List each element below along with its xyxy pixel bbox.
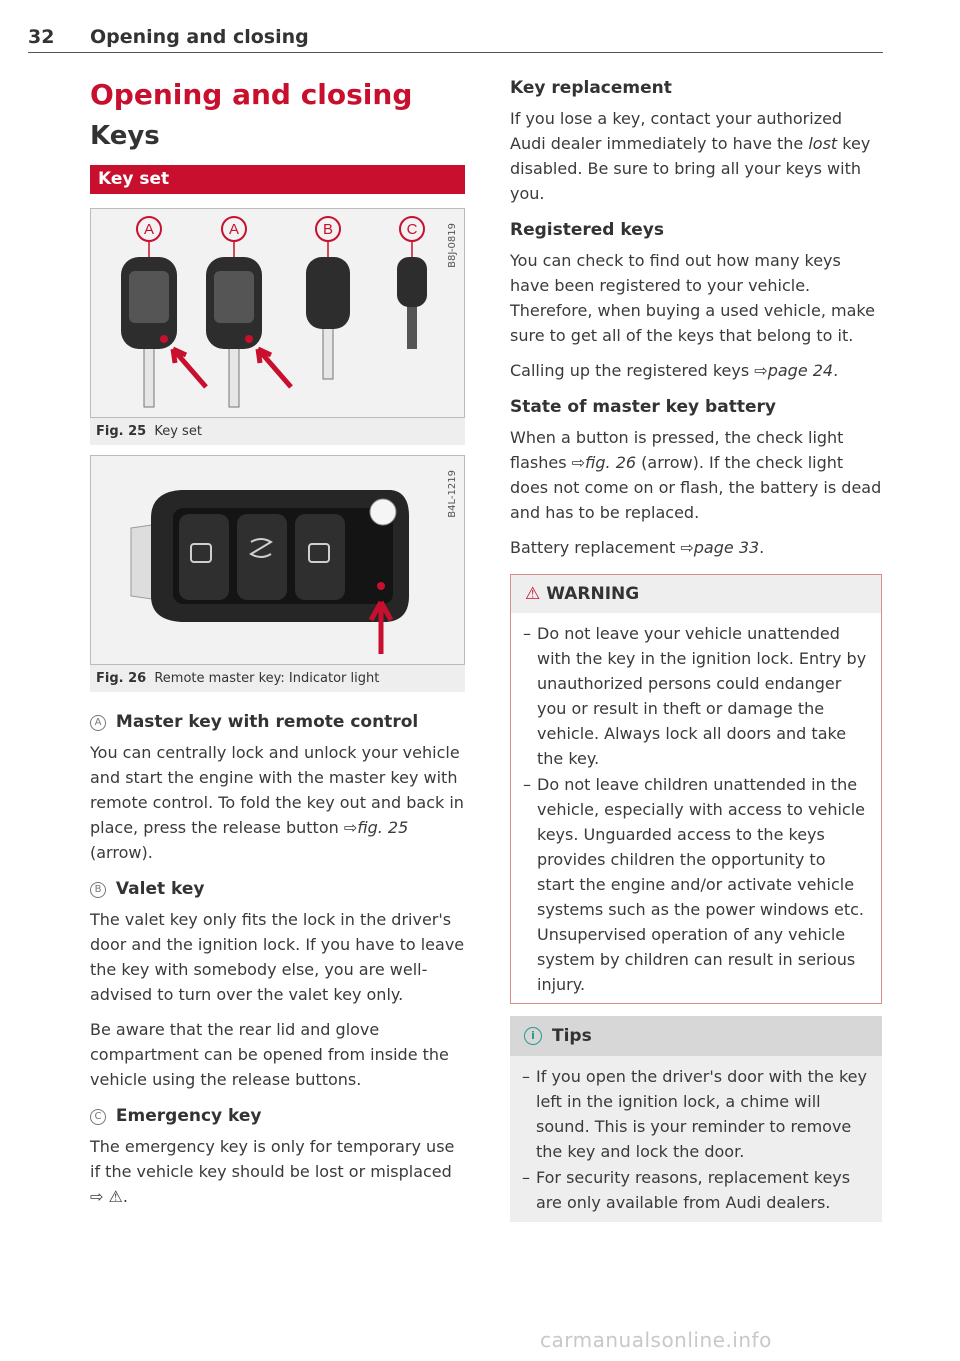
arrow-icon: ⇨ <box>754 361 768 380</box>
paragraph-battery-2 <box>510 535 882 560</box>
paragraph-registered-1: You can check to find out how many keys have been registered to your vehicle. Therefore, when buying a used vehicle, make sure to get all of the keys that belong to it. <box>510 251 875 345</box>
section-title: Keys <box>90 121 160 151</box>
warning-reference[interactable]: ⇨ ⚠. <box>90 1187 128 1206</box>
subsection-bar: Key set <box>90 165 465 194</box>
figure-number: Fig. 26 <box>96 671 147 686</box>
heading-text: Emergency key <box>115 1106 262 1126</box>
tips-box <box>510 1016 882 1222</box>
paragraph-text: (arrow). <box>90 843 153 862</box>
remote-key-illustration <box>91 456 451 664</box>
paragraph-text: Battery replacement <box>510 538 681 557</box>
arrow-icon: ⇨ <box>680 538 694 557</box>
paragraph-text: When a button is pressed, the check light flashes <box>510 428 844 472</box>
figure-remote-master-key <box>90 455 465 665</box>
arrow-icon: ⇨ <box>343 818 358 837</box>
page-header <box>28 24 883 53</box>
paragraph-text: key disabled. Be sure to bring all your keys with you. <box>510 134 871 203</box>
heading-text: Valet key <box>115 879 205 899</box>
tips-title: Tips <box>552 1026 592 1046</box>
warning-item: – Do not leave children unattended in the vehicle, especially with access to vehicle keys. Unguarded access to the keys provides children the opportunity to start the engine and/or activate vehicle systems such as the power windows etc. Unsupervised operation of any vehicle system by children can result in serious injury. <box>537 772 867 997</box>
paragraph-battery-1 <box>510 425 882 525</box>
paragraph-text: . <box>833 361 839 380</box>
info-icon: i <box>524 1027 542 1045</box>
warning-icon: ⚠ <box>525 584 541 604</box>
paragraph-text: (arrow). If the check light does not come on or flash, the battery is dead and has to be replaced. <box>510 453 882 522</box>
circle-letter-b: B <box>90 882 106 898</box>
figure-caption-text: Key set <box>154 424 202 439</box>
right-column <box>510 70 882 1222</box>
figure-number: Fig. 25 <box>96 424 147 439</box>
warning-title: WARNING <box>546 584 640 604</box>
figure-link[interactable]: fig. 25 <box>357 818 409 837</box>
tips-item: – If you open the driver's door with the key left in the ignition lock, a chime will sound. This is your reminder to remove the key and lock the door. <box>536 1064 868 1164</box>
paragraph-valet-1: The valet key only fits the lock in the driver's door and the ignition lock. If you have to leave the key with somebody else, you are well-advised to turn over the valet key only. <box>90 910 465 1004</box>
paragraph-text: The emergency key is only for temporary use if the vehicle key should be lost or misplaced <box>90 1137 455 1181</box>
heading-valet-key <box>90 879 465 899</box>
watermark: carmanualsonline.info <box>540 1328 772 1352</box>
circle-letter-c: C <box>90 1109 106 1125</box>
chapter-title: Opening and closing <box>90 78 413 111</box>
warning-header <box>511 575 881 613</box>
figure-key-set <box>90 208 465 418</box>
tips-item: – For security reasons, replacement keys are only available from Audi dealers. <box>536 1165 868 1215</box>
tips-header <box>510 1016 882 1056</box>
figure-ref-code: B4L-1219 <box>447 470 458 518</box>
header-section-title: Opening and closing <box>90 26 309 48</box>
paragraph-master-key <box>90 740 465 865</box>
emphasis-text: lost <box>808 134 838 153</box>
page-link[interactable]: page 33 <box>693 538 760 557</box>
paragraph-registered-2 <box>510 358 882 383</box>
page-link[interactable]: page 24 <box>767 361 834 380</box>
key-label-b: B <box>322 221 334 238</box>
left-column <box>90 70 465 1219</box>
figure-caption-text: Remote master key: Indicator light <box>154 671 380 686</box>
figure-caption <box>90 665 465 692</box>
paragraph-text: If you lose a key, contact your authorized Audi dealer immediately to have the <box>510 109 843 153</box>
key-label-a2: A <box>228 221 240 238</box>
heading-battery-state: State of master key battery <box>510 397 776 417</box>
figure-link[interactable]: fig. 26 <box>585 453 637 472</box>
page-number: 32 <box>28 26 55 48</box>
paragraph-key-replacement <box>510 106 882 206</box>
figure-caption <box>90 418 465 445</box>
arrow-icon: ⇨ <box>571 453 586 472</box>
paragraph-text: Calling up the registered keys <box>510 361 755 380</box>
heading-key-replacement: Key replacement <box>510 78 672 98</box>
paragraph-valet-2: Be aware that the rear lid and glove compartment can be opened from inside the vehicle using the release buttons. <box>90 1020 449 1089</box>
key-label-a1: A <box>143 221 155 238</box>
key-set-illustration <box>91 209 451 417</box>
key-label-c: C <box>406 221 418 238</box>
warning-list <box>511 621 881 997</box>
paragraph-emergency <box>90 1134 465 1209</box>
figure-ref-code: B8J-0819 <box>447 223 458 268</box>
heading-text: Master key with remote control <box>115 712 419 732</box>
heading-registered-keys: Registered keys <box>510 220 664 240</box>
warning-box <box>510 574 882 1004</box>
warning-item: – Do not leave your vehicle unattended with the key in the ignition lock. Entry by unauthorized persons could endanger you or result in theft or damage the vehicle. Always lock all doors and take the key. <box>537 621 867 771</box>
tips-list <box>510 1064 882 1222</box>
heading-master-key <box>90 712 465 732</box>
paragraph-text: . <box>759 538 765 557</box>
paragraph-text: You can centrally lock and unlock your vehicle and start the engine with the master key with remote control. To fold the key out and back in place, press the release button <box>90 743 464 837</box>
circle-letter-a: A <box>90 715 106 731</box>
heading-emergency-key <box>90 1106 465 1126</box>
